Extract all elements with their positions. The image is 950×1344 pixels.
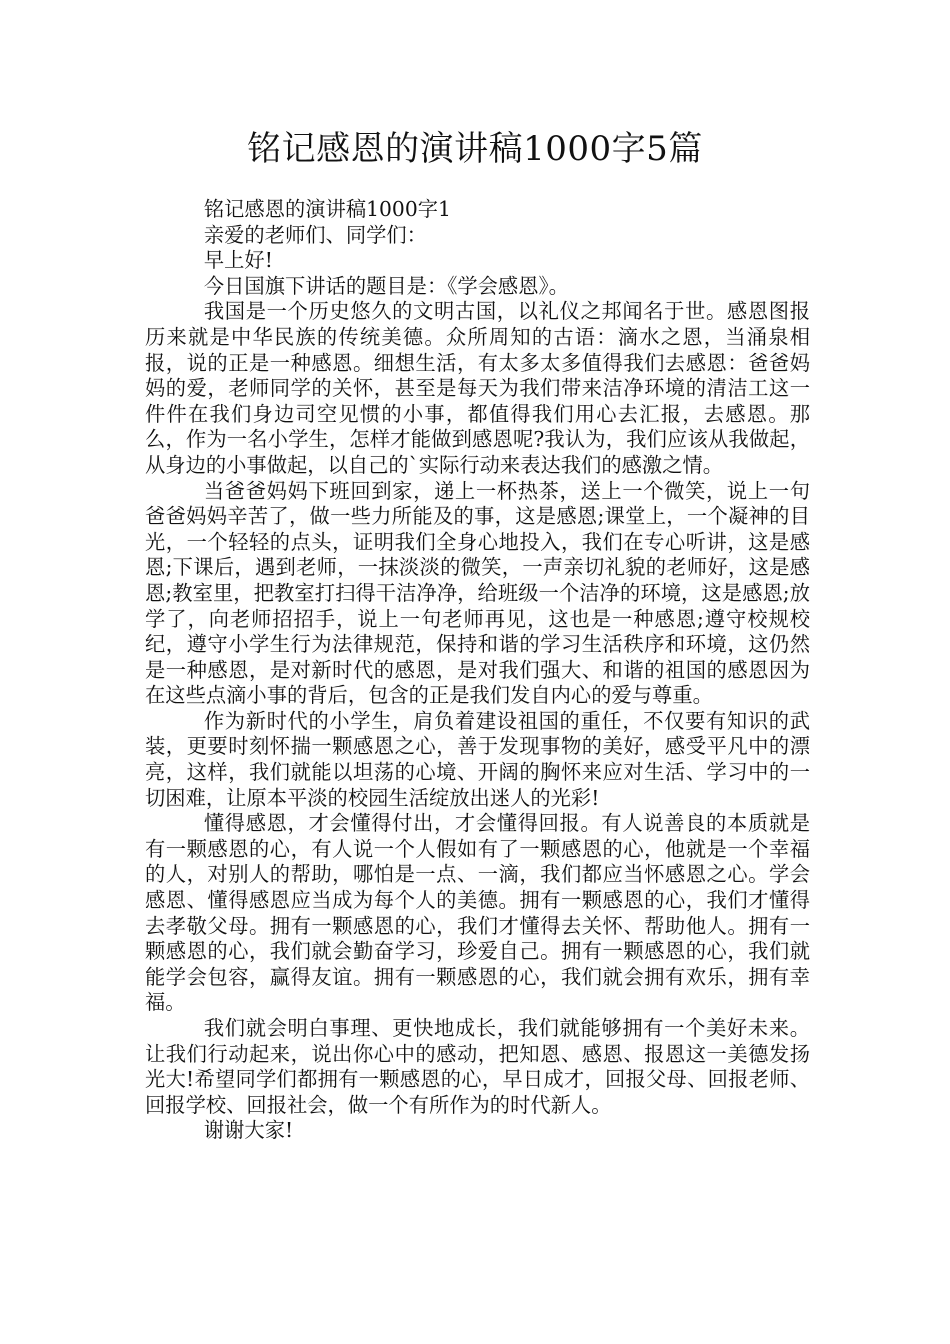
body-paragraph: 我国是一个历史悠久的文明古国，以礼仪之邦闻名于世。感恩图报历来就是中华民族的传统美德。众所周知的古语：滴水之恩，当涌泉相报，说的正是一种感恩。细想生活，有太多太多值得我们去感恩：爸爸妈妈的爱，老师同学的关怀，甚至是每天为我们带来洁净环境的清洁工这一件件在我们身边司空见惯的小事，都值得我们用心去汇报，去感恩。那么，作为一名小学生，怎样才能做到感恩呢?我认为，我们应该从我做起，从身边的小事做起，以自己的`实际行动来表达我们的感激之情。 [145, 299, 810, 477]
section-heading: 铭记感恩的演讲稿1000字1 [203, 197, 451, 221]
body-paragraph: 当爸爸妈妈下班回到家，递上一杯热茶，送上一个微笑，说上一句爸爸妈妈辛苦了，做一些力所能及的事，这是感恩;课堂上，一个凝神的目光，一个轻轻的点头，证明我们全身心地投入，我们在专心听讲，这是感恩;下课后，遇到老师，一抹淡淡的微笑，一声亲切礼貌的老师好，这是感恩;教室里，把教室打扫得干洁净净，给班级一个洁净的环境，这是感恩;放学了，向老师招招手，说上一句老师再见，这也是一种感恩;遵守校规校纪，遵守小学生行为法律规范，保持和谐的学习生活秩序和环境，这仍然是一种感恩，是对新时代的感恩，是对我们强大、和谐的祖国的感恩因为在这些点滴小事的背后，包含的正是我们发自内心的爱与尊重。 [145, 478, 810, 708]
body-paragraph: 懂得感恩，才会懂得付出，才会懂得回报。有人说善良的本质就是有一颗感恩的心，有人说一个人假如有了一颗感恩的心，他就是一个幸福的人，对别人的帮助，哪怕是一点、一滴，我们都应当怀感恩之心。学会感恩、懂得感恩应当成为每个人的美德。拥有一颗感恩的心，我们才懂得去孝敬父母。拥有一颗感恩的心，我们才懂得去关怀、帮助他人。拥有一颗感恩的心，我们就会勤奋学习，珍爱自己。拥有一颗感恩的心，我们就能学会包容，赢得友谊。拥有一颗感恩的心，我们就会拥有欢乐，拥有幸福。 [145, 811, 810, 1015]
salutation: 亲爱的老师们、同学们： [203, 222, 427, 247]
document-title: 铭记感恩的演讲稿1000字5篇 [247, 129, 703, 169]
body-paragraph: 我们就会明白事理、更快地成长，我们就能够拥有一个美好未来。让我们行动起来，说出你心中的感动，把知恩、感恩、报恩这一美德发扬光大!希望同学们都拥有一颗感恩的心，早日成才，回报父母、回报老师、回报学校、回报社会，做一个有所作为的时代新人。 [145, 1016, 810, 1117]
body-paragraph: 作为新时代的小学生，肩负着建设祖国的重任，不仅要有知识的武装，更要时刻怀揣一颗感恩之心，善于发现事物的美好，感受平凡中的漂亮，这样，我们就能以坦荡的心境、开阔的胸怀来应对生活、学习中的一切困难，让原本平淡的校园生活绽放出迷人的光彩! [145, 708, 810, 810]
topic-line: 今日国旗下讲话的题目是：《学会感恩》。 [203, 273, 569, 298]
document-body [145, 197, 810, 1144]
greeting: 早上好! [203, 248, 273, 273]
closing-line: 谢谢大家! [203, 1118, 294, 1143]
